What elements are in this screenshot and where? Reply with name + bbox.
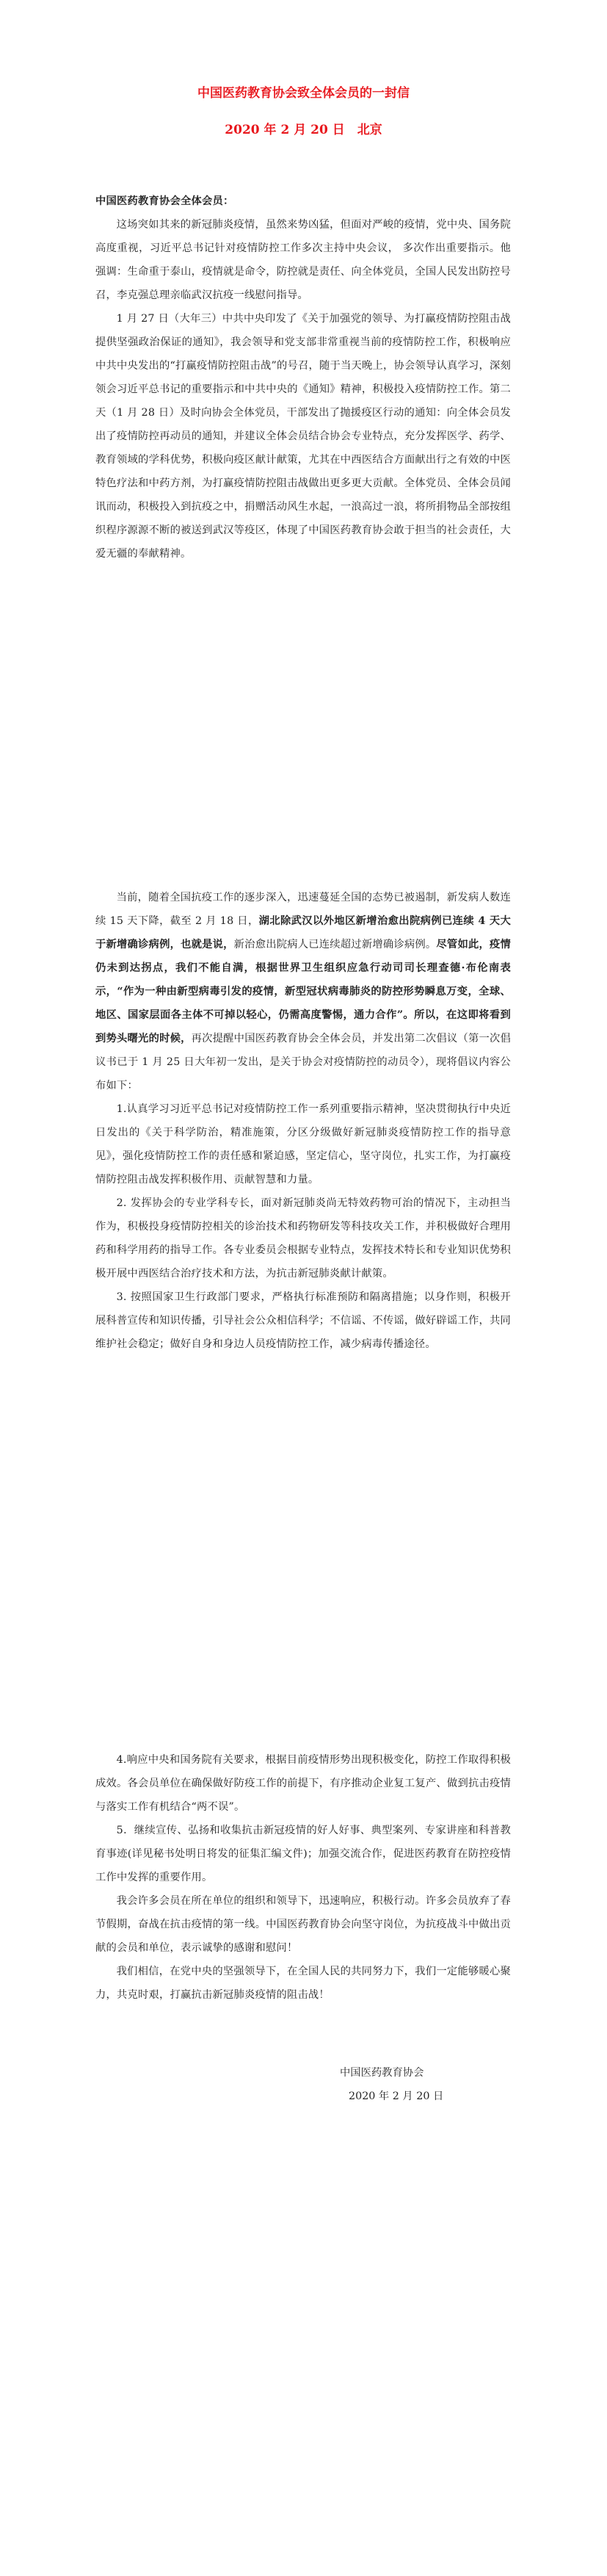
signature-organization: 中国医药教育协会 (340, 2067, 424, 2079)
paragraph-actions: 1 月 27 日（大年三）中共中央印发了《关于加强党的领导、为打赢疫情防控阻击战提供坚强政治保证的通知》，我会领导和党支部非常重视当前的疫情防控工作，积极响应中共中央发出的“打赢疫情防控阻击战”的号召，随于当天晚上，协会领导认真学习，深刻领会习近平总书记的重要指示和中共中央的《通知》精神，积极投入疫情防控工作。第二天（1 月 28 日）及时向协会全体党员，干部发出了抛援疫区行动的通知：向全体会员发出了疫情防控再动员的通知，并建议全体会员结合协会专业特点，充分发挥医学、药学、教育领域的学科优势，积极向疫区献计献策，尤其在中西医结合方面献出行之有效的中医特色疗法和中药方剂，为打赢疫情防控阻击战做出更多更大贡献。全体党员、全体会员闻讯而动，积极投入到抗疫之中，捐赠活动风生水起，一浪高过一浪，将所捐物品全部按组织程序源源不断的被送到武汉等疫区，体现了中国医药教育协会敢于担当的社会责任，大爱无疆的奉献精神。 (95, 313, 511, 560)
letter-section-3 (95, 1748, 511, 2007)
situation-text-e: 再次提醒中国医药教育协会全体会员，并发出第二次倡议（第一次倡议书已于 1 月 25 日大年初一发出，是关于协会对疫情防控的动员令），现将倡议内容公布如下： (95, 1033, 511, 1092)
proposal-item-4: 4.响应中央和国务院有关要求，根据目前疫情形势出现积极变化，防控工作取得积极成效。各会员单位在确保做好防疫工作的前提下，有序推动企业复工复产、做到抗击疫情与落实工作有机结合“两不误”。 (95, 1754, 511, 1813)
letter-title: 中国医药教育协会致全体会员的一封信 (197, 86, 410, 101)
salutation: 中国医药教育协会全体会员： (95, 195, 234, 207)
paragraph-intro: 这场突如其来的新冠肺炎疫情，虽然来势凶猛，但面对严峻的疫情，党中央、国务院高度重视，习近平总书记针对疫情防控工作多次主持中央会议， 多次作出重要指示。他强调：生命重于泰山，疫情就是命令，防控就是责任、向全体党员，全国人民发出防控号召，李克强总理亲临武汉抗疫一线慰问指导。 (95, 219, 511, 301)
situation-text-d: 尽管如此，疫情仍未到达拐点，我们不能自满，根据世界卫生组织应急行动司司长理查德·布伦南表示，“作为一种由新型病毒引发的疫情，新型冠状病毒肺炎的防控形势瞬息万变，全球、地区、国家层面各主体不可掉以轻心，仍需高度警惕，通力合作”。所以，在这即将看到到势头曙光的时候， (95, 939, 511, 1045)
letter-section-1 (95, 190, 511, 566)
letter-section-2 (95, 886, 511, 1356)
paragraph-current-situation (95, 886, 511, 1097)
proposal-item-1: 1.认真学习习近平总书记对疫情防控工作一系列重要指示精神，坚决贯彻执行中央近日发出的《关于科学防治，精准施策，分区分级做好新冠肺炎疫情防控工作的指导意见》，强化疫情防控工作的责任感和紧迫感，坚定信心，坚守岗位，扎实工作，为打赢疫情防控阻击战发挥积极作用、贡献智慧和力量。 (95, 1103, 511, 1186)
proposal-item-3: 3. 按照国家卫生行政部门要求，严格执行标准预防和隔离措施；以身作则，积极开展科普宣传和知识传播，引导社会公众相信科学；不信谣、不传谣，做好辟谣工作，共同维护社会稳定；做好自身和身边人员疫情防控工作，减少病毒传播途径。 (95, 1291, 511, 1350)
letter-date-location: 2020 年 2 月 20 日 北京 (225, 123, 382, 137)
situation-text-b: 湖北除武汉以外地区新增治愈出院病例已连续 4 天大于新增确诊病例，也就是说， (95, 915, 511, 950)
situation-text-c: 新治愈出院病人已连续超过新增确诊病例。 (233, 939, 437, 950)
paragraph-closing: 我们相信，在党中央的坚强领导下，在全国人民的共同努力下，我们一定能够暖心聚力，共克时艰，打赢抗击新冠肺炎疫情的阻击战！ (95, 1966, 511, 2001)
paragraph-thanks: 我会许多会员在所在单位的组织和领导下，迅速响应，积极行动。许多会员放弃了春节假期，奋战在抗击疫情的第一线。中国医药教育协会向坚守岗位，为抗疫战斗中做出贡献的会员和单位，表示诚挚的感谢和慰问！ (95, 1895, 511, 1954)
signature-date: 2020 年 2 月 20 日 (349, 2090, 444, 2102)
proposal-item-2: 2. 发挥协会的专业学科专长，面对新冠肺炎尚无特效药物可治的情况下，主动担当作为，积极投身疫情防控相关的诊治技术和药物研发等科技攻关工作，并积极做好合理用药和科学用药的指导工作。各专业委员会根据专业特点，发挥技术特长和专业知识优势积极开展中西医结合治疗技术和方法，为抗击新冠肺炎献计献策。 (95, 1197, 511, 1280)
situation-text-a: 当前，随着全国抗疫工作的逐步深入，迅速蔓延全国的态势已被遏制，新发病人数连续 15 天下降，截至 2 月 18 日， (95, 892, 511, 927)
proposal-item-5: 5．继续宣传、弘扬和收集抗击新冠疫情的好人好事、典型案列、专家讲座和科普教育事迹(详见秘书处明日将发的征集汇编文件)；加强交流合作，促进医药教育在防控疫情工作中发挥的重要作用。 (95, 1825, 511, 1883)
